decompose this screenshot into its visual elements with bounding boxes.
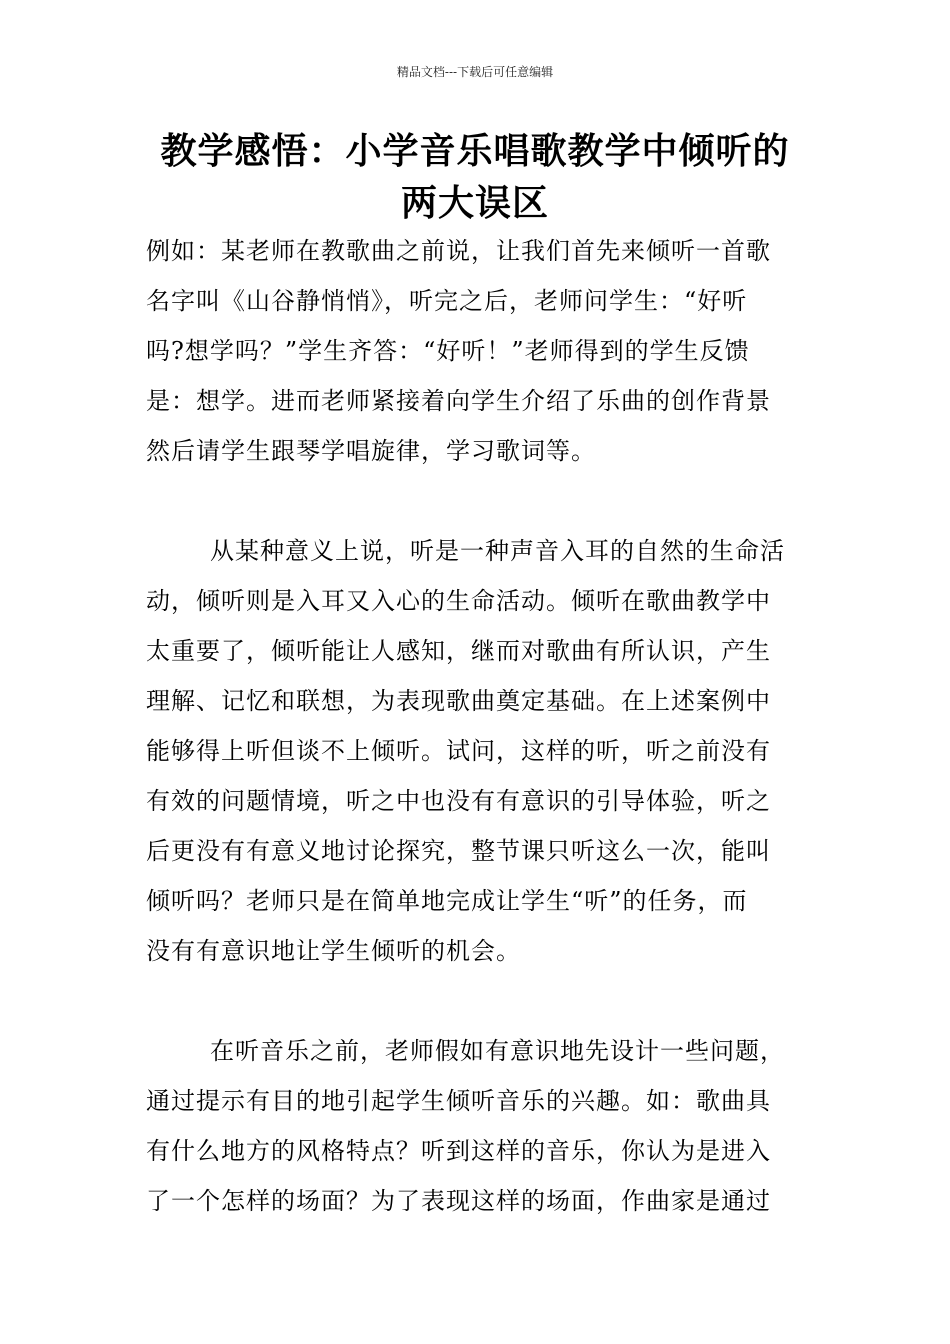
paragraph-line: 在听音乐之前，老师假如有意识地先设计一些问题，	[210, 1037, 785, 1065]
paragraph-line: 例如：某老师在教歌曲之前说，让我们首先来倾听一首歌	[146, 237, 771, 265]
paragraph-line: 理解、记忆和联想，为表现歌曲奠定基础。在上述案例中	[146, 687, 771, 715]
paragraph-suggestion	[146, 1026, 806, 1226]
paragraph-line: 从某种意义上说，听是一种声音入耳的自然的生命活	[210, 537, 785, 565]
paragraph-line: 是：想学。进而老师紧接着向学生介绍了乐曲的创作背景	[146, 387, 771, 415]
paragraph-line: 名字叫《山谷静悄悄》，听完之后，老师问学生：“好听	[146, 287, 748, 315]
title-line: 教学感悟：小学音乐唱歌教学中倾听的	[160, 131, 790, 172]
header-note: 精品文档---下载后可任意编辑	[396, 65, 554, 79]
paragraph-line: 吗?想学吗？”学生齐答：“好听！”老师得到的学生反馈	[146, 337, 750, 365]
paragraph-line: 没有有意识地让学生倾听的机会。	[146, 937, 521, 965]
paragraph-line: 了一个怎样的场面？为了表现这样的场面，作曲家是通过	[146, 1187, 771, 1215]
paragraph-line: 太重要了，倾听能让人感知，继而对歌曲有所认识，产生	[146, 637, 771, 665]
paragraph-line: 倾听吗？老师只是在简单地完成让学生“听”的任务，而	[146, 887, 748, 915]
paragraph-line: 能够得上听但谈不上倾听。试问，这样的听，听之前没有	[146, 737, 771, 765]
paragraph-line: 动，倾听则是入耳又入心的生命活动。倾听在歌曲教学中	[146, 587, 771, 615]
document-title	[140, 126, 810, 230]
paragraph-example	[146, 226, 806, 476]
paragraph-line: 有效的问题情境，听之中也没有有意识的引导体验，听之	[146, 787, 771, 815]
paragraph-line: 通过提示有目的地引起学生倾听音乐的兴趣。如：歌曲具	[146, 1087, 771, 1115]
paragraph-line: 有什么地方的风格特点？听到这样的音乐，你认为是进入	[146, 1137, 771, 1165]
paragraph-line: 然后请学生跟琴学唱旋律，学习歌词等。	[146, 437, 596, 465]
title-line: 两大误区	[400, 183, 549, 224]
paragraph-line: 后更没有有意义地讨论探究，整节课只听这么一次，能叫	[146, 837, 771, 865]
paragraph-analysis	[146, 526, 806, 976]
